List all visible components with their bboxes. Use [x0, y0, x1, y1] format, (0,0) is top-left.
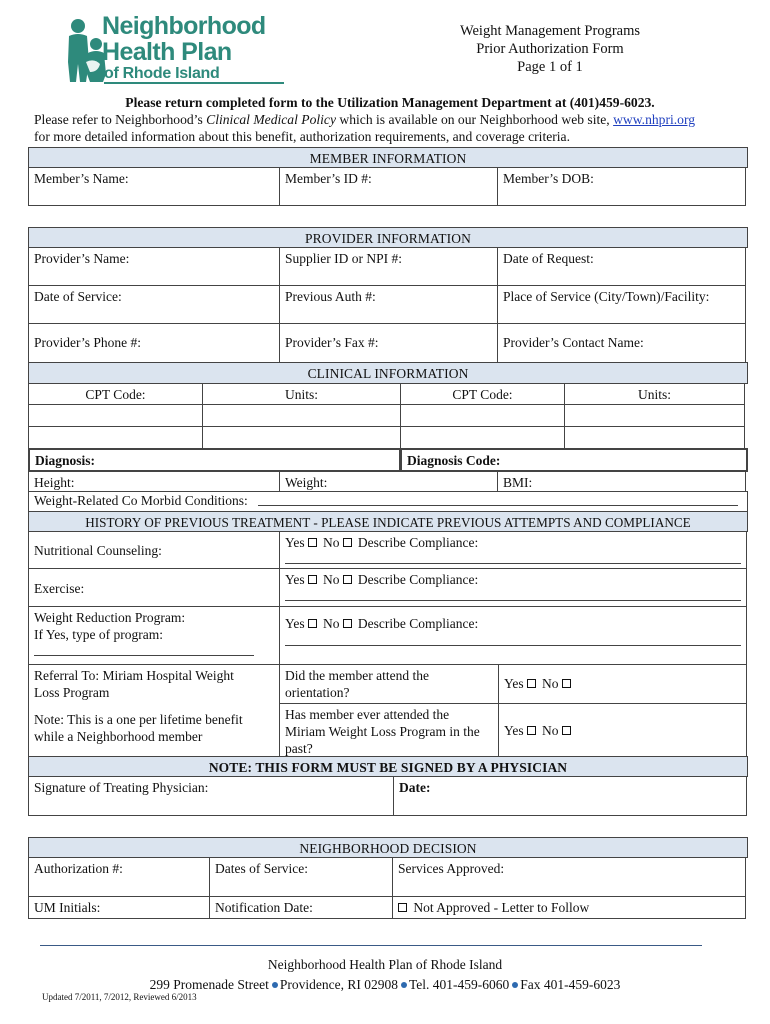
wrp-no-checkbox[interactable]: [343, 619, 352, 628]
footer-street: 299 Promenade Street: [149, 977, 269, 992]
logo: [66, 14, 288, 86]
bullet-icon: [401, 982, 407, 988]
attended-question-line2: Miriam Weight Loss Program in the: [285, 724, 480, 739]
website-link[interactable]: www.nhpri.org: [613, 112, 696, 127]
units-input-2b[interactable]: [564, 426, 745, 449]
units-input-1a[interactable]: [202, 404, 401, 427]
nutritional-describe-label: Describe Compliance:: [357, 535, 479, 550]
cpt-code-input-2b[interactable]: [400, 426, 565, 449]
authorization-number-field[interactable]: Authorization #:: [28, 857, 210, 897]
diagnosis-code-field[interactable]: Diagnosis Code:: [400, 448, 748, 472]
nutritional-yes-checkbox[interactable]: [308, 538, 317, 547]
return-instruction: Please return completed form to the Utilization Management Department at (401)459-6023.: [125, 95, 655, 110]
units-header-2: Units:: [564, 383, 745, 405]
exercise-label: Exercise:: [28, 568, 280, 607]
wrp-yes-checkbox[interactable]: [308, 619, 317, 628]
orientation-question-line1: Did the member attend the: [285, 668, 429, 683]
decision-section-header: NEIGHBORHOOD DECISION: [28, 837, 748, 858]
not-approved-option: [392, 896, 746, 919]
services-approved-field[interactable]: Services Approved:: [392, 857, 746, 897]
nutritional-no-label: No: [323, 535, 340, 550]
attended-question-line3: past?: [285, 741, 313, 756]
attended-yes-checkbox[interactable]: [527, 726, 536, 735]
provider-contact-field[interactable]: Provider’s Contact Name:: [497, 323, 746, 363]
wrp-compliance-line[interactable]: [285, 645, 741, 646]
orientation-question: [279, 664, 499, 704]
wrp-type-label: If Yes, type of program:: [34, 627, 163, 642]
footer-city: Providence, RI 02908: [279, 977, 398, 992]
request-date-field[interactable]: Date of Request:: [497, 247, 746, 286]
weight-reduction-program: [28, 606, 280, 665]
signature-section-header: NOTE: THIS FORM MUST BE SIGNED BY A PHYSICIAN: [28, 756, 748, 777]
form-title: Weight Management Programs: [459, 23, 641, 39]
attended-question: [279, 703, 499, 758]
weight-field[interactable]: Weight:: [279, 471, 498, 492]
referral-questions: [279, 664, 747, 757]
policy-text-a: Please refer to Neighborhood’s: [34, 112, 207, 127]
form-title-block: [400, 22, 700, 76]
service-date-field[interactable]: Date of Service:: [28, 285, 280, 324]
member-section-header: MEMBER INFORMATION: [28, 147, 748, 168]
form-subtitle: Prior Authorization Form: [476, 41, 624, 57]
height-field[interactable]: Height:: [28, 471, 280, 492]
orientation-yes-checkbox[interactable]: [527, 679, 536, 688]
wrp-response: [279, 606, 747, 665]
policy-text-c: for more detailed information about this benefit, authorization requirements, and coverage criteria.: [34, 129, 570, 144]
decision-dates-field[interactable]: Dates of Service:: [209, 857, 393, 897]
orientation-yes-label: Yes: [504, 676, 524, 691]
nutritional-response: [279, 531, 747, 569]
provider-phone-field[interactable]: Provider’s Phone #:: [28, 323, 280, 363]
referral-block: [28, 664, 280, 757]
signature-date-field[interactable]: Date:: [393, 776, 747, 816]
units-input-2a[interactable]: [564, 404, 745, 427]
note-line2: while a Neighborhood member: [34, 729, 203, 744]
diagnosis-field[interactable]: Diagnosis:: [28, 448, 401, 472]
provider-name-field[interactable]: Provider’s Name:: [28, 247, 280, 286]
logo-name: [102, 14, 266, 65]
policy-text-b: which is available on our Neighborhood web site,: [336, 112, 614, 127]
provider-fax-field[interactable]: Provider’s Fax #:: [279, 323, 498, 363]
cpt-code-header-1: CPT Code:: [28, 383, 203, 405]
bullet-icon: [272, 982, 278, 988]
not-approved-label: Not Approved - Letter to Follow: [413, 900, 590, 915]
wrp-describe-label: Describe Compliance:: [357, 616, 479, 631]
comorbid-field[interactable]: [28, 491, 748, 512]
member-id-field[interactable]: Member’s ID #:: [279, 167, 498, 206]
place-of-service-field[interactable]: Place of Service (City/Town)/Facility:: [497, 285, 746, 324]
cpt-code-input-1a[interactable]: [28, 404, 203, 427]
attended-question-line1: Has member ever attended the: [285, 707, 450, 722]
npi-field[interactable]: Supplier ID or NPI #:: [279, 247, 498, 286]
comorbid-line: [258, 505, 738, 506]
note-line1: Note: This is a one per lifetime benefit: [34, 712, 243, 727]
authorization-form: [28, 147, 748, 918]
orientation-response: [498, 664, 747, 704]
logo-line1: Neighborhood: [102, 12, 266, 40]
not-approved-checkbox[interactable]: [398, 903, 407, 912]
logo-line3: of Rhode Island: [104, 65, 284, 84]
nutritional-counseling-label: Nutritional Counseling:: [28, 531, 280, 569]
attended-response: [498, 703, 747, 758]
bullet-icon: [512, 982, 518, 988]
bmi-field[interactable]: BMI:: [497, 471, 746, 492]
orientation-no-label: No: [542, 676, 559, 691]
exercise-no-checkbox[interactable]: [343, 575, 352, 584]
referral-line1: Referral To: Miriam Hospital Weight: [34, 668, 234, 683]
referral-line2: Loss Program: [34, 685, 110, 700]
footer: [0, 955, 770, 995]
nutritional-no-checkbox[interactable]: [343, 538, 352, 547]
attended-yes-label: Yes: [504, 723, 524, 738]
attended-no-label: No: [542, 723, 559, 738]
notification-date-field[interactable]: Notification Date:: [209, 896, 393, 919]
nutritional-yes-label: Yes: [285, 535, 305, 550]
history-section-header: HISTORY OF PREVIOUS TREATMENT - PLEASE INDICATE PREVIOUS ATTEMPTS AND COMPLIANCE: [28, 511, 748, 532]
comorbid-label: Weight-Related Co Morbid Conditions:: [34, 493, 248, 508]
logo-line2: Health Plan: [102, 38, 232, 66]
physician-signature-field[interactable]: Signature of Treating Physician:: [28, 776, 394, 816]
orientation-no-checkbox[interactable]: [562, 679, 571, 688]
policy-name: Clinical Medical Policy: [206, 112, 336, 127]
page-number: Page 1 of 1: [517, 59, 583, 75]
exercise-response: [279, 568, 747, 607]
cpt-code-header-2: CPT Code:: [400, 383, 565, 405]
member-name-field[interactable]: Member’s Name:: [28, 167, 280, 206]
units-header-1: Units:: [202, 383, 401, 405]
wrp-label: Weight Reduction Program:: [34, 610, 186, 625]
exercise-describe-label: Describe Compliance:: [357, 572, 479, 587]
units-input-1b[interactable]: [202, 426, 401, 449]
member-dob-field[interactable]: Member’s DOB:: [497, 167, 746, 206]
revision-note: Updated 7/2011, 7/2012, Reviewed 6/2013: [42, 992, 197, 1002]
exercise-yes-checkbox[interactable]: [308, 575, 317, 584]
orientation-question-line2: orientation?: [285, 685, 350, 700]
footer-org: Neighborhood Health Plan of Rhode Island: [267, 957, 503, 972]
clinical-section-header: CLINICAL INFORMATION: [28, 362, 748, 384]
previous-auth-field[interactable]: Previous Auth #:: [279, 285, 498, 324]
wrp-yes-label: Yes: [285, 616, 305, 631]
attended-no-checkbox[interactable]: [562, 726, 571, 735]
exercise-compliance-line[interactable]: [285, 600, 741, 601]
cpt-code-input-1b[interactable]: [28, 426, 203, 449]
um-initials-field[interactable]: UM Initials:: [28, 896, 210, 919]
exercise-no-label: No: [323, 572, 340, 587]
nutritional-compliance-line[interactable]: [285, 563, 741, 564]
provider-section-header: PROVIDER INFORMATION: [28, 227, 748, 248]
exercise-yes-label: Yes: [285, 572, 305, 587]
wrp-no-label: No: [323, 616, 340, 631]
wrp-type-line[interactable]: [34, 655, 254, 656]
instructions: [34, 94, 746, 145]
cpt-code-input-2a[interactable]: [400, 404, 565, 427]
footer-divider: [40, 945, 702, 946]
footer-tel: Tel. 401-459-6060: [408, 977, 510, 992]
footer-fax: Fax 401-459-6023: [520, 977, 621, 992]
